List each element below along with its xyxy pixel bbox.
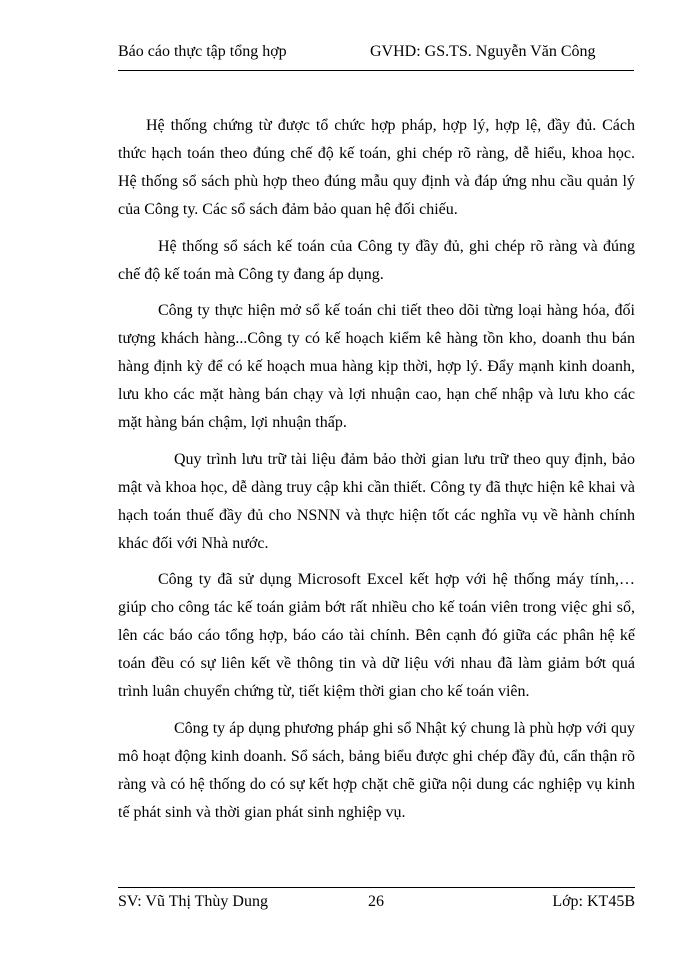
class-code: Lớp: KT45B [552,893,635,910]
page-footer [118,890,635,914]
report-title: Báo cáo thực tập tổng hợp [118,43,287,60]
paragraph-6: Công ty áp dụng phương pháp ghi sổ Nhật ký chung là phù hợp với quy mô hoạt động kinh doanh. Sổ sách, bảng biểu được ghi chép đầy đủ, cẩn thận rõ ràng và có hệ thống do có sự kết hợp chặt chẽ giữa nội dung các nghiệp vụ kinh tế phát sinh và thời gian phát sinh nghiệp vụ. [118,719,635,821]
page-header [118,40,638,64]
paragraph-2: Hệ thống sổ sách kế toán của Công ty đầy đủ, ghi chép rõ ràng và đúng chế độ kế toán mà Công ty đang áp dụng. [118,237,635,283]
page-number: 26 [368,893,384,910]
paragraph-1: Hệ thống chứng từ được tổ chức hợp pháp, hợp lý, hợp lệ, đầy đủ. Cách thức hạch toán theo đúng chế độ kế toán, ghi chép rõ ràng, dễ hiểu, khoa học. Hệ thống sổ sách phù hợp theo đúng mẫu quy định và đáp ứng nhu cầu quản lý của Công ty. Các sổ sách đảm bảo quan hệ đối chiếu. [118,117,635,218]
paragraph-4: Quy trình lưu trữ tài liệu đảm bảo thời gian lưu trữ theo quy định, bảo mật và khoa học, dễ dàng truy cập khi cần thiết. Công ty đã thực hiện kê khai và hạch toán thuế đầy đủ cho NSNN và thực hiện tốt các nghĩa vụ về hành chính khác đối với Nhà nước. [118,450,635,552]
paragraph-5: Công ty đã sử dụng Microsoft Excel kết hợp với hệ thống máy tính,… giúp cho công tác kế toán giảm bớt rất nhiều cho kế toán viên trong việc ghi sổ, lên các báo cáo tổng hợp, báo cáo tài chính. Bên cạnh đó giữa các phân hệ kế toán đều có sự liên kết về thông tin và dữ liệu với nhau đã làm giảm bớt quá trình luân chuyển chứng từ, tiết kiệm thời gian cho kế toán viên. [118,571,635,700]
header-divider [118,70,634,71]
paragraph-3: Công ty thực hiện mở sổ kế toán chi tiết theo dõi từng loại hàng hóa, đối tượng khách hàng...Công ty có kế hoạch kiểm kê hàng tồn kho, doanh thu bán hàng định kỳ để có kế hoạch mua hàng kịp thời, hợp lý. Đẩy mạnh kinh doanh, lưu kho các mặt hàng bán chạy và lợi nhuận cao, hạn chế nhập và lưu kho các mặt hàng bán chậm, lợi nhuận thấp. [118,302,635,431]
student-name: SV: Vũ Thị Thùy Dung [118,893,268,910]
footer-divider [118,887,635,888]
supervisor-name: GVHD: GS.TS. Nguyễn Văn Công [370,43,596,60]
document-body [118,112,635,835]
